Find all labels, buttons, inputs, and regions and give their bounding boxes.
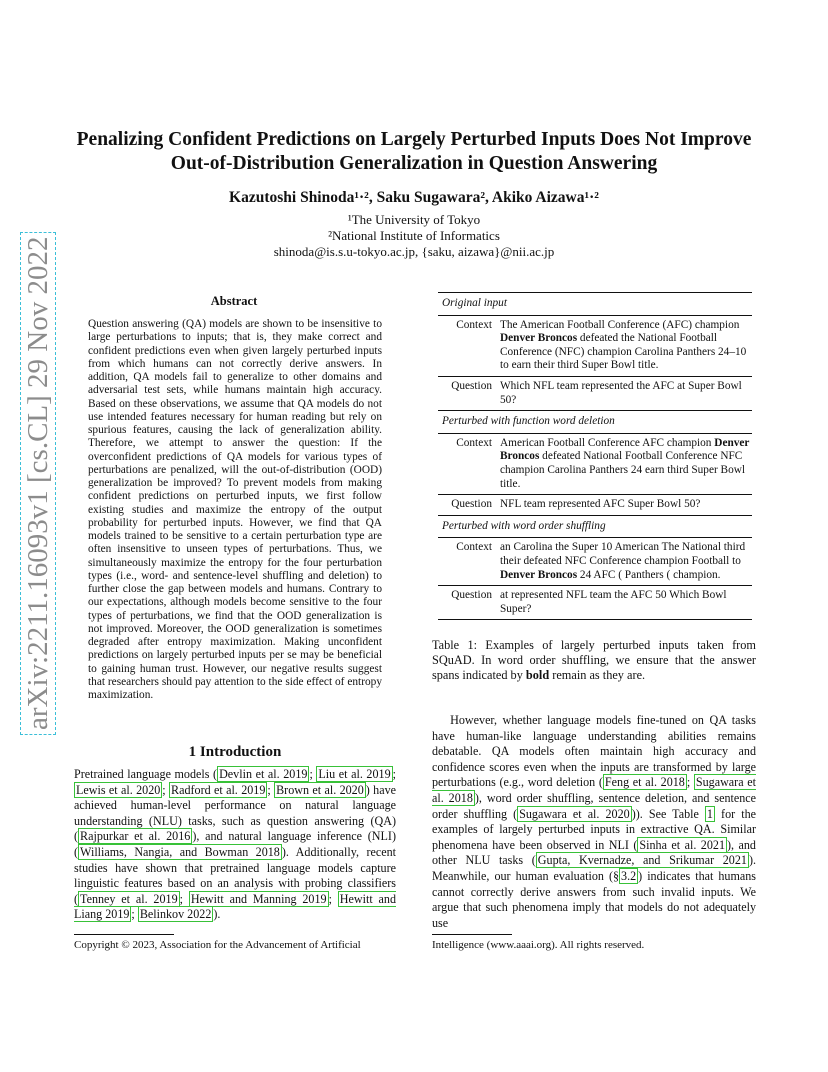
- abstract-text: Question answering (QA) models are shown to be insensitive to large perturbations to inputs; that is, they make correct and confident predictions even when given largely perturbed inputs from which humans can not correctly derive answers. In addition, QA models fail to generalize to other domains and adversarial test sets, while humans maintain high accuracy. Based on these observations, we assume that QA models do not use intended features necessary for human reading but rely on spurious features, causing the lack of generalization ability. Therefore, we attempt to answer the question: If the overconfident predictions of QA models for various types of perturbations are penalized, will the out-of-distribution (OOD) generalization be improved? To prevent models from making confident predictions on perturbed inputs, we first follow existing studies and maximize the entropy of the output probability for perturbed inputs. However, we find that QA models trained to be sensitive to a certain perturbation type are often insensitive to unseen types of perturbations. Thus, we simultaneously maximize the entropy for the four perturbation types (i.e., word- and sentence-level shuffling and deletion) to further close the gap between models and humans. Contrary to our expectations, although models become sensitive to the four types of perturbations, we find that the OOD generalization is not improved. Moreover, the OOD generalization is sometimes degraded after entropy maximization. Making unconfident predictions on largely perturbed inputs per se may be beneficial to gaining human trust. However, our negative results suggest that researchers should pay attention to the side effect of entropy maximization.: [88, 318, 382, 701]
- intro-text: ;: [267, 782, 275, 797]
- body-text: ). Meanwhile, our human evaluation (§: [432, 853, 756, 883]
- intro-text: ;: [179, 891, 189, 906]
- section-reference-link[interactable]: 3.2: [621, 868, 637, 883]
- table-section-heading: Perturbed with function word deletion: [438, 411, 752, 434]
- footnote-rule: [74, 934, 174, 935]
- citation-link[interactable]: Sugawara et al. 2018: [432, 775, 756, 805]
- table-row-label: Context: [456, 318, 492, 331]
- table-context-cell: The American Football Conference (AFC) champion Denver Broncos defeated the National Football Conference (NFC) champion Carolina Panthers 24–10 to earn their third Super Bowl title.: [500, 318, 747, 372]
- citation-link[interactable]: Tenney et al. 2019: [80, 891, 178, 906]
- answer-span: Denver Broncos: [500, 332, 578, 345]
- intro-text: ), and natural language inference (NLI) (: [74, 829, 396, 859]
- arxiv-identifier[interactable]: arXiv:2211.16093v1 [cs.CL] 29 Nov 2022: [20, 232, 56, 735]
- introduction-heading: 1 Introduction: [188, 744, 282, 760]
- intro-text: ).: [213, 907, 221, 922]
- table-section-heading: Original input: [438, 293, 752, 316]
- table-row-label: Question: [438, 586, 498, 620]
- table-question-cell: at represented NFL team the AFC 50 Which Bowl Super?: [498, 586, 752, 620]
- citation-link[interactable]: Hewitt and Manning 2019: [190, 891, 327, 906]
- intro-text: ;: [162, 782, 170, 797]
- copyright-notice-continued: Intelligence (www.aaai.org). All rights reserved.: [432, 939, 645, 951]
- table-question-cell: Which NFL team represented the AFC at Super Bowl 50?: [498, 376, 752, 410]
- citation-link[interactable]: Devlin et al. 2019: [219, 767, 308, 781]
- table-section-heading: Perturbed with word order shuffling: [438, 515, 752, 538]
- affiliation-2: ²National Institute of Informatics: [328, 228, 500, 243]
- intro-text: ;: [328, 891, 338, 906]
- body-text: ), word order shuffling, sentence deletion, and sentence order shuffling (: [432, 790, 756, 821]
- table-row-label: Context: [456, 541, 492, 554]
- body-text: ) indicates that humans cannot correctly derive answers from such invalid inputs. We argue that such phenomena imply that models do not adequately use: [432, 868, 756, 930]
- answer-span: Denver Broncos: [500, 436, 750, 463]
- citation-link[interactable]: Belinkov 2022: [139, 907, 212, 922]
- citation-link[interactable]: Brown et al. 2020: [276, 782, 364, 797]
- body-text: )). See Table: [631, 806, 705, 821]
- citation-link[interactable]: Lewis et al. 2020: [76, 782, 161, 797]
- copyright-notice: Copyright © 2023, Association for the Advancement of Artificial: [74, 939, 361, 951]
- right-column-paragraph: [432, 713, 756, 931]
- footnote-rule: [432, 934, 512, 935]
- citation-link[interactable]: Sinha et al. 2021: [639, 837, 725, 852]
- intro-text: ;: [309, 767, 317, 781]
- citation-link[interactable]: Radford et al. 2019: [171, 782, 266, 797]
- introduction-paragraph: [74, 767, 396, 923]
- intro-text: ;: [392, 767, 396, 781]
- citation-link[interactable]: Liu et al. 2019: [318, 767, 391, 781]
- table-row-label: Question: [438, 495, 498, 516]
- paper-affiliations: [70, 212, 758, 260]
- body-text: However, whether language models fine-tuned on QA tasks have human-like language understanding abilities remains debatable. QA models often maintain high accuracy and confidence scores even when the inputs are transformed by large perturbations (e.g., word deletion (: [432, 713, 756, 790]
- paper-authors: Kazutoshi Shinoda¹·², Saku Sugawara², Akiko Aizawa¹·²: [229, 189, 599, 206]
- table-question-cell: NFL team represented AFC Super Bowl 50?: [498, 495, 752, 516]
- citation-link[interactable]: Rajpurkar et al. 2016: [80, 829, 191, 844]
- citation-link[interactable]: Hewitt and Liang 2019: [74, 891, 396, 922]
- author-emails: shinoda@is.s.u-tokyo.ac.jp, {saku, aizawa}@nii.ac.jp: [273, 244, 555, 259]
- intro-text: ;: [131, 907, 138, 922]
- citation-link[interactable]: Williams, Nangia, and Bowman 2018: [80, 844, 280, 859]
- affiliation-1: ¹The University of Tokyo: [347, 212, 481, 227]
- answer-span: Denver Broncos: [500, 568, 578, 581]
- examples-table: [438, 292, 752, 620]
- body-text: ;: [686, 775, 694, 790]
- body-text: for the examples of largely perturbed inputs in extractive QA. Similar phenomena have been observed in NLI (: [432, 806, 756, 852]
- table-caption: Table 1: Examples of largely perturbed inputs taken from SQuAD. In word order shuffling, we ensure that the answer spans indicated by bold remain as they are.: [432, 638, 756, 682]
- table-context-cell: American Football Conference AFC champion Denver Broncos defeated National Football Conference NFC champion Carolina Panthers 24 earn third Super Bowl title.: [500, 436, 750, 490]
- table-context-cell: an Carolina the Super 10 American The National third their defeated NFC Conference champion Football to Denver Broncos 24 AFC ( Panthers ( champion.: [500, 541, 746, 581]
- citation-link[interactable]: Feng et al. 2018: [604, 775, 685, 790]
- table-row-label: Context: [456, 436, 492, 449]
- table-row-label: Question: [438, 376, 498, 410]
- paper-title: Penalizing Confident Predictions on Largely Perturbed Inputs Does Not Improve Out-of-Distribution Generalization in Question Answering: [76, 129, 752, 174]
- body-text: ), and other NLU tasks (: [432, 837, 756, 868]
- table-reference-link[interactable]: 1: [706, 806, 713, 821]
- intro-text: ). Additionally, recent studies have shown that pretrained language models capture linguistic features based on an analysis with probing classifiers (: [74, 844, 396, 906]
- intro-text: ) have achieved human-level performance on natural language understanding (NLU) tasks, such as question answering (QA) (: [74, 782, 396, 844]
- citation-link[interactable]: Gupta, Kvernadze, and Srikumar 2021: [537, 853, 747, 868]
- intro-text: Pretrained language models (: [74, 767, 218, 781]
- citation-link[interactable]: Sugawara et al. 2020: [519, 806, 630, 821]
- abstract-heading: Abstract: [210, 294, 258, 308]
